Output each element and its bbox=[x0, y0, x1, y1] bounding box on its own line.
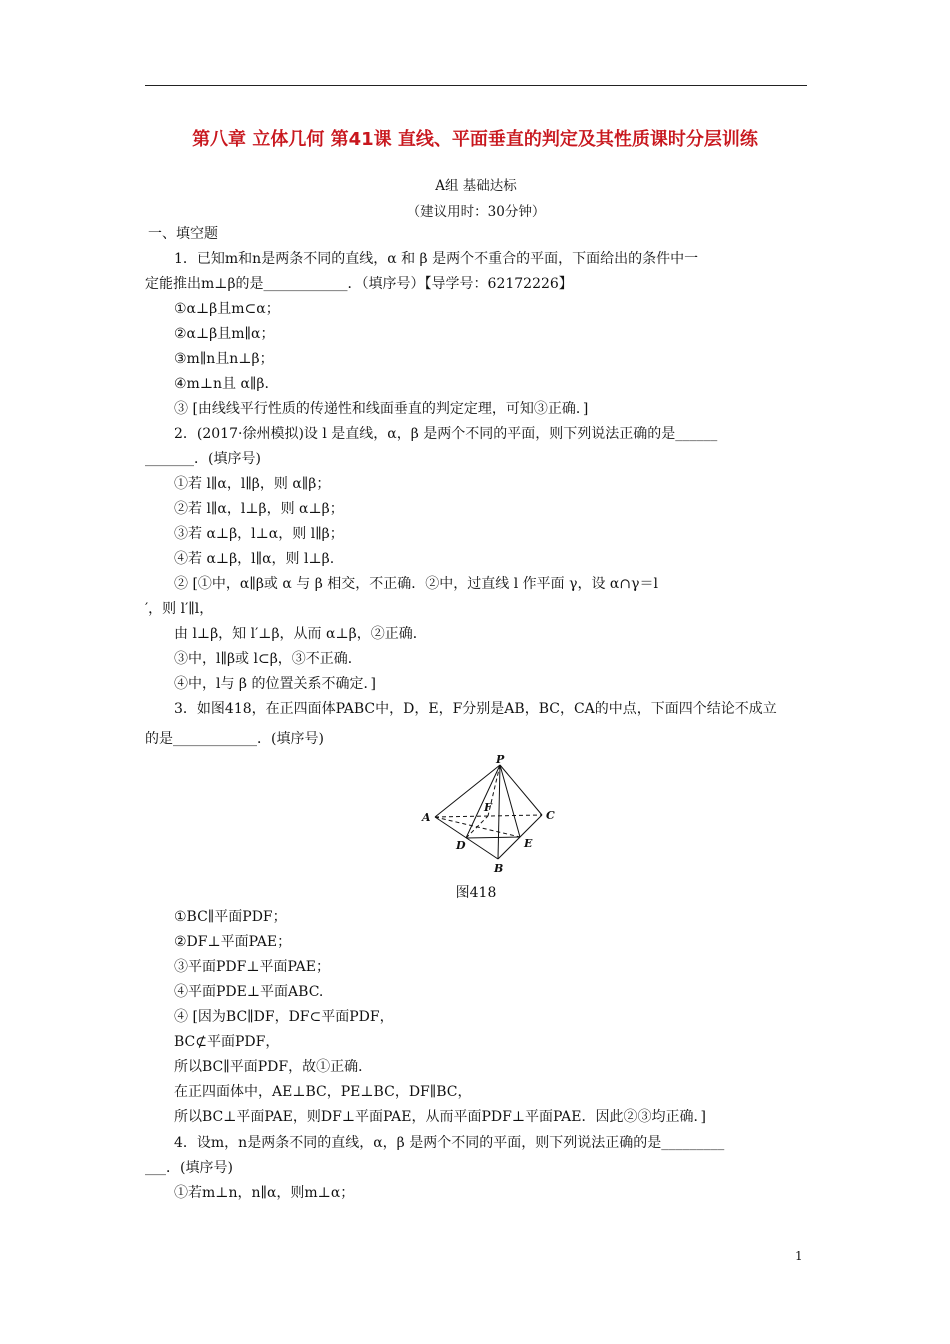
q2-option-3: ③若 α⊥β，l⊥α，则 l∥β； bbox=[174, 526, 344, 542]
q3-option-1: ①BC∥平面PDF； bbox=[174, 909, 287, 925]
vertex-label-a: A bbox=[422, 811, 431, 824]
q3-line-1: 3．如图418，在正四面体PABC中，D，E，F分别是AB，BC，CA的中点，下面四个结论不成立 bbox=[174, 701, 777, 717]
q2-answer-4: ③中，l∥β或 l⊂β，③不正确． bbox=[174, 651, 362, 667]
q4-option-1: ①若m⊥n，n∥α，则m⊥α； bbox=[174, 1185, 355, 1201]
q1-option-4: ④m⊥n且 α∥β. bbox=[174, 376, 269, 392]
q3-answer-3: 所以BC∥平面PDF，故①正确． bbox=[174, 1059, 373, 1075]
q2-line-1: 2．(2017·徐州模拟)设 l 是直线，α，β 是两个不同的平面，则下列说法正确的是______ bbox=[174, 426, 718, 442]
q2-answer-1: ② [①中，α∥β或 α 与 β 相交，不正确．②中，过直线 l 作平面 γ，设 α∩γ＝l bbox=[174, 576, 658, 592]
q3-answer-5: 所以BC⊥平面PAE，则DF⊥平面PAE，从而平面PDF⊥平面PAE．因此②③均正确．] bbox=[174, 1109, 706, 1125]
q3-line-2: 的是____________．(填序号) bbox=[145, 731, 324, 747]
vertex-label-e: E bbox=[524, 837, 533, 850]
q3-option-3: ③平面PDF⊥平面PAE； bbox=[174, 959, 330, 975]
q2-option-4: ④若 α⊥β，l∥α，则 l⊥β. bbox=[174, 551, 335, 567]
q2-option-2: ②若 l∥α，l⊥β，则 α⊥β； bbox=[174, 501, 344, 517]
q1-option-1: ①α⊥β且m⊂α； bbox=[174, 301, 280, 317]
group-label: A组 基础达标 bbox=[435, 178, 517, 194]
vertex-label-f: F bbox=[484, 801, 492, 814]
q3-answer-4: 在正四面体中，AE⊥BC，PE⊥BC，DF∥BC， bbox=[174, 1084, 472, 1100]
figure-caption: 图418 bbox=[455, 885, 497, 901]
vertex-label-c: C bbox=[546, 809, 555, 822]
q4-line-2: ___．(填序号) bbox=[145, 1160, 233, 1176]
q2-option-1: ①若 l∥α，l∥β，则 α∥β； bbox=[174, 476, 331, 492]
q3-answer-1: ④ [因为BC∥DF，DF⊂平面PDF， bbox=[174, 1009, 394, 1025]
q2-line-2: _______．(填序号) bbox=[145, 451, 261, 467]
q2-answer-2: ′，则 l′∥l， bbox=[145, 601, 214, 617]
vertex-label-d: D bbox=[456, 839, 466, 852]
q1-line-2: 定能推出m⊥β的是____________．（填序号）【导学号：62172226】 bbox=[145, 276, 573, 292]
q1-line-1: 1．已知m和n是两条不同的直线，α 和 β 是两个不重合的平面，下面给出的条件中一 bbox=[174, 251, 699, 267]
header-rule bbox=[145, 85, 807, 86]
q3-option-2: ②DF⊥平面PAE； bbox=[174, 934, 292, 950]
vertex-label-b: B bbox=[494, 862, 504, 875]
time-note: （建议用时：30分钟） bbox=[406, 204, 546, 220]
q3-answer-2: BC⊄平面PDF， bbox=[174, 1034, 280, 1050]
vertex-label-p: P bbox=[496, 755, 505, 766]
q2-answer-5: ④中，l与 β 的位置关系不确定．] bbox=[174, 676, 376, 692]
q2-answer-3: 由 l⊥β，知 l′⊥β，从而 α⊥β，②正确． bbox=[174, 626, 427, 642]
q1-option-2: ②α⊥β且m∥α； bbox=[174, 326, 275, 342]
section-heading: 一、填空题 bbox=[148, 226, 218, 242]
q3-option-4: ④平面PDE⊥平面ABC. bbox=[174, 984, 324, 1000]
tetrahedron-figure bbox=[420, 755, 560, 875]
page-title: 第八章 立体几何 第41课 直线、平面垂直的判定及其性质课时分层训练 bbox=[192, 129, 758, 150]
page-number: 1 bbox=[795, 1249, 803, 1263]
q4-line-1: 4．设m，n是两条不同的直线，α，β 是两个不同的平面，则下列说法正确的是_________ bbox=[174, 1135, 725, 1151]
q1-option-3: ③m∥n且n⊥β； bbox=[174, 351, 274, 367]
q1-answer: ③ [由线线平行性质的传递性和线面垂直的判定定理，可知③正确．] bbox=[174, 401, 589, 417]
